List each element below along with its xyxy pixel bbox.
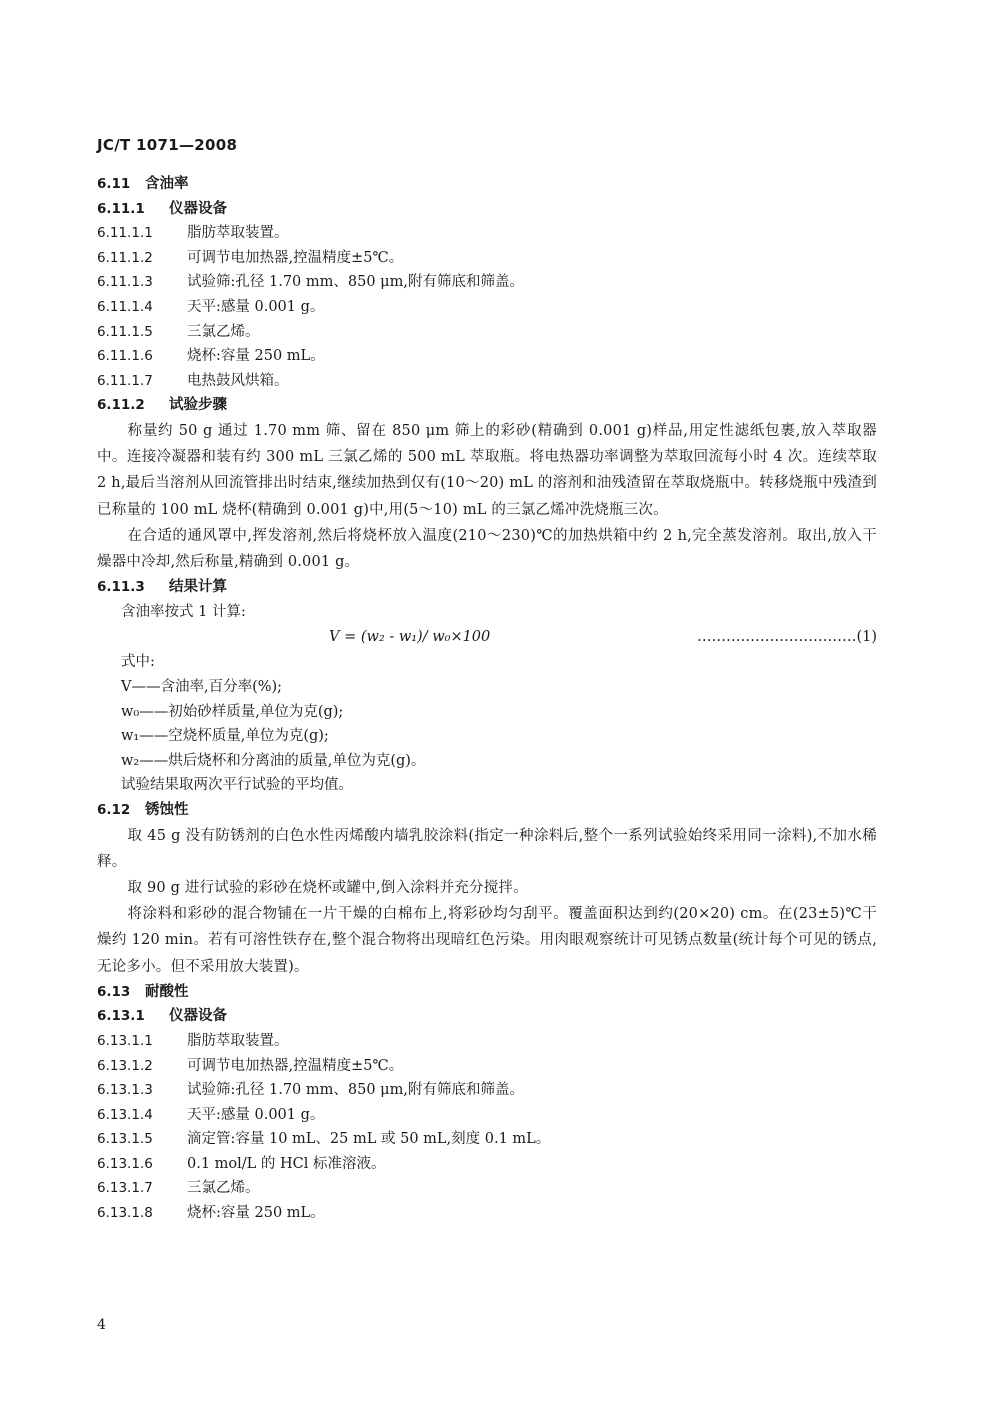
item-text: 烧杯:容量 250 mL。 [187, 1205, 325, 1222]
list-item [97, 1029, 877, 1054]
list-item [97, 320, 877, 345]
item-number: 6.13.1.7 [97, 1180, 153, 1197]
standard-code-header: JC/T 1071—2008 [97, 136, 238, 154]
list-item [97, 1127, 877, 1152]
subsection-number: 6.11.1 [97, 200, 145, 217]
result-note: 试验结果取两次平行试验的平均值。 [121, 777, 353, 794]
paragraph: 取 45 g 没有防锈剂的白色水性丙烯酸内墙乳胶涂料(指定一种涂料后,整个一系列试验始终采用同一涂料),不加水稀释。 [97, 827, 877, 870]
item-number: 6.13.1.1 [97, 1032, 153, 1049]
definition-item: w₀——初始砂样质量,单位为克(g); [121, 703, 344, 720]
item-text: 试验筛:孔径 1.70 mm、850 μm,附有筛底和筛盖。 [187, 274, 524, 291]
item-text: 三氯乙烯。 [187, 1180, 260, 1197]
item-text: 试验筛:孔径 1.70 mm、850 μm,附有筛底和筛盖。 [187, 1082, 524, 1099]
item-number: 6.11.1.7 [97, 372, 153, 389]
subsection-title: 结果计算 [169, 579, 227, 596]
definition-item: w₂——烘后烧杯和分离油的质量,单位为克(g)。 [121, 752, 426, 769]
section-number: 6.12 [97, 801, 131, 818]
section-title: 含油率 [145, 176, 189, 192]
item-text: 可调节电加热器,控温精度±5℃。 [187, 249, 404, 266]
section-heading [97, 980, 877, 1005]
subsection-number: 6.11.3 [97, 579, 145, 596]
item-number: 6.11.1.6 [97, 348, 153, 365]
list-item [97, 1078, 877, 1103]
definition-item: V——含油率,百分率(%); [121, 678, 283, 695]
subsection-heading [97, 393, 877, 418]
item-number: 6.13.1.8 [97, 1205, 153, 1222]
definition-item: w₁——空烧杯质量,单位为克(g); [121, 728, 329, 745]
page-content [97, 172, 877, 1226]
subsection-heading [97, 1004, 877, 1029]
paragraph: 将涂料和彩砂的混合物铺在一片干燥的白棉布上,将彩砂均匀刮平。覆盖面积达到约(20×20) cm。在(23±5)℃干燥约 120 min。若有可溶性铁存在,整个混合物将出现暗红色污染。用肉眼观察统计可见锈点数量(统计每个可见的锈点,无论多小。但不采用放大装置)。 [97, 906, 877, 975]
list-item [97, 1054, 877, 1079]
item-number: 6.11.1.2 [97, 249, 153, 266]
item-number: 6.13.1.5 [97, 1131, 153, 1148]
list-item [97, 270, 877, 295]
item-number: 6.13.1.6 [97, 1155, 153, 1172]
item-text: 可调节电加热器,控温精度±5℃。 [187, 1057, 404, 1074]
section-number: 6.11 [97, 176, 131, 192]
item-text: 电热鼓风烘箱。 [187, 372, 289, 389]
paragraph: 在合适的通风罩中,挥发溶剂,然后将烧杯放入温度(210～230)℃的加热烘箱中约 2 h,完全蒸发溶剂。取出,放入干燥器中冷却,然后称量,精确到 0.001 g。 [97, 527, 877, 570]
item-text: 三氯乙烯。 [187, 323, 260, 340]
item-text: 滴定管:容量 10 mL、25 mL 或 50 mL,刻度 0.1 mL。 [187, 1131, 551, 1148]
item-text: 0.1 mol/L 的 HCl 标准溶液。 [187, 1155, 386, 1172]
subsection-heading [97, 575, 877, 600]
item-number: 6.11.1.1 [97, 225, 153, 242]
paragraph: 取 90 g 进行试验的彩砂在烧杯或罐中,倒入涂料并充分搅拌。 [127, 879, 528, 896]
page-number: 4 [97, 1317, 106, 1333]
item-number: 6.11.1.3 [97, 274, 153, 291]
item-number: 6.11.1.4 [97, 298, 153, 315]
item-text: 脂肪萃取装置。 [187, 1032, 289, 1049]
formula-definitions [97, 650, 877, 798]
item-text: 天平:感量 0.001 g。 [187, 1106, 325, 1123]
section-heading [97, 172, 877, 197]
item-number: 6.13.1.3 [97, 1082, 153, 1099]
equation-number: ……………………………(1) [696, 629, 877, 646]
section-title: 耐酸性 [145, 983, 189, 1000]
section-heading [97, 798, 877, 823]
subsection-title: 试验步骤 [169, 397, 227, 414]
subsection-title: 仪器设备 [169, 200, 227, 217]
formula-intro: 含油率按式 1 计算: [121, 603, 246, 620]
subsection-heading [97, 197, 877, 222]
section-title: 锈蚀性 [145, 801, 189, 818]
formula: V = (w₂ - w₁)/ w₀×100 [329, 629, 491, 646]
where-label: 式中: [121, 654, 155, 671]
list-item [97, 295, 877, 320]
subsection-number: 6.11.2 [97, 397, 145, 414]
list-item [97, 369, 877, 394]
list-item [97, 344, 877, 369]
list-item [97, 1103, 877, 1128]
paragraph: 称量约 50 g 通过 1.70 mm 筛、留在 850 μm 筛上的彩砂(精确到 0.001 g)样品,用定性滤纸包裹,放入萃取器中。连接冷凝器和装有约 300 mL 三氯乙烯的 500 mL 萃取瓶。将电热器功率调整为萃取回流每小时 4 次。连续萃取 2 h,最后当溶剂从回流管排出时结束,继续加热到仅有(10～20) mL 的溶剂和油残渣留在萃取烧瓶中。转移烧瓶中残渣到已称量的 100 mL 烧杯(精确到 0.001 g)中,用(5～10) mL 的三氯乙烯冲洗烧瓶三次。 [97, 422, 877, 518]
item-number: 6.13.1.4 [97, 1106, 153, 1123]
item-number: 6.11.1.5 [97, 323, 153, 340]
subsection-title: 仪器设备 [169, 1008, 227, 1025]
section-number: 6.13 [97, 983, 131, 1000]
formula-row [97, 624, 877, 650]
item-text: 脂肪萃取装置。 [187, 225, 289, 242]
list-item [97, 1201, 877, 1226]
list-item [97, 221, 877, 246]
item-number: 6.13.1.2 [97, 1057, 153, 1074]
item-text: 烧杯:容量 250 mL。 [187, 348, 325, 365]
list-item [97, 1176, 877, 1201]
list-item [97, 246, 877, 271]
item-text: 天平:感量 0.001 g。 [187, 298, 325, 315]
subsection-number: 6.13.1 [97, 1008, 145, 1025]
list-item [97, 1152, 877, 1177]
